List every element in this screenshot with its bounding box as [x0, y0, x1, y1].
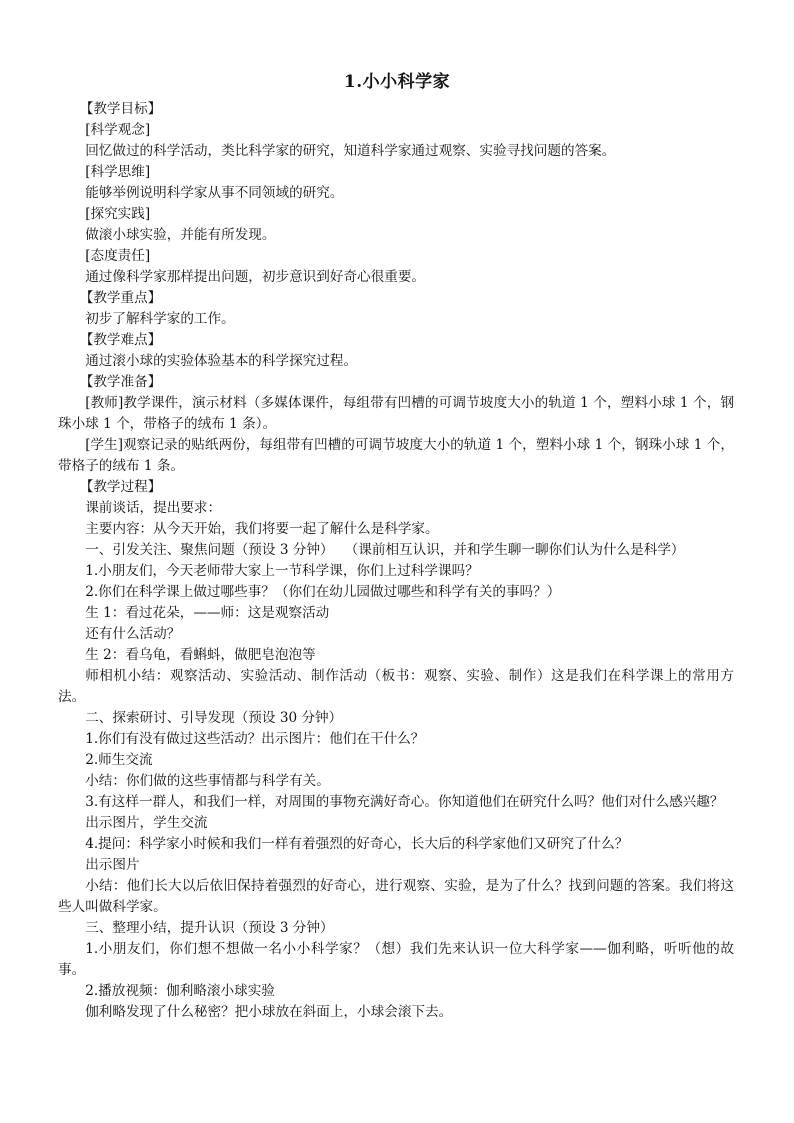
document-body	[58, 99, 734, 1023]
paragraph: 1.小朋友们，今天老师带大家上一节科学课，你们上过科学课吗？	[85, 563, 479, 579]
paragraph: 小结：他们长大以后依旧保持着强烈的好奇心，进行观察、实验，是为了什么？找到问题的答案。我们将这些人叫做科学家。	[58, 878, 734, 915]
paragraph: 1.你们有没有做过这些活动？出示图片：他们在干什么？	[85, 731, 425, 747]
subheading-science-thinking: [科学思维]	[85, 164, 151, 180]
subheading-science-concept: [科学观念]	[85, 122, 151, 138]
paragraph: 通过像科学家那样提出问题，初步意识到好奇心很重要。	[85, 269, 426, 285]
paragraph: 二、探索研讨、引导发现（预设 30 分钟）	[85, 710, 343, 726]
section-heading-objectives: 【教学目标】	[79, 101, 162, 117]
paragraph: 还有什么活动？	[85, 626, 181, 642]
paragraph: 2.师生交流	[85, 752, 153, 768]
paragraph: 4.提问：科学家小时候和我们一样有着强烈的好奇心，长大后的科学家他们又研究了什么？	[85, 836, 629, 852]
paragraph: 生 1：看过花朵，——师：这是观察活动	[85, 605, 330, 621]
paragraph: 初步了解科学家的工作。	[85, 311, 235, 327]
paragraph: 通过滚小球的实验体验基本的科学探究过程。	[85, 353, 358, 369]
paragraph: [教师]教学课件，演示材料（多媒体课件，每组带有凹槽的可调节坡度大小的轨道 1 个，塑料小球 1 个，钢珠小球 1 个，带格子的绒布 1 条）。	[58, 395, 734, 432]
section-heading-difficulties: 【教学难点】	[79, 332, 162, 348]
section-heading-preparation: 【教学准备】	[79, 374, 162, 390]
paragraph: 三、整理小结，提升认识（预设 3 分钟）	[85, 920, 334, 936]
paragraph: 小结：你们做的这些事情都与科学有关。	[85, 773, 330, 789]
section-heading-key-points: 【教学重点】	[79, 290, 162, 306]
paragraph: 出示图片，学生交流	[85, 815, 208, 831]
paragraph: 师相机小结：观察活动、实验活动、制作活动（板书：观察、实验、制作）这是我们在科学课上的常用方法。	[58, 668, 734, 705]
paragraph: 能够举例说明科学家从事不同领域的研究。	[85, 185, 344, 201]
subheading-inquiry-practice: [探究实践]	[85, 206, 151, 222]
paragraph: [学生]观察记录的贴纸两份，每组带有凹槽的可调节坡度大小的轨道 1 个，塑料小球 1 个，钢珠小球 1 个，带格子的绒布 1 条。	[58, 437, 734, 474]
page-title: 1.小小科学家	[343, 72, 451, 92]
paragraph: 2.播放视频：伽利略滚小球实验	[85, 983, 275, 999]
paragraph: 出示图片	[85, 857, 140, 873]
subheading-attitude: [态度责任]	[85, 248, 151, 264]
paragraph: 主要内容：从今天开始，我们将要一起了解什么是科学家。	[85, 521, 439, 537]
paragraph: 回忆做过的科学活动，类比科学家的研究，知道科学家通过观察、实验寻找问题的答案。	[85, 143, 616, 159]
paragraph: 课前谈话，提出要求：	[85, 500, 222, 516]
paragraph: 1.小朋友们，你们想不想做一名小小科学家？（想）我们先来认识一位大科学家——伽利略，听听他的故事。	[58, 941, 734, 978]
paragraph: 生 2：看乌龟，看蝌蚪，做肥皂泡泡等	[85, 647, 316, 663]
paragraph: 伽利略发现了什么秘密？把小球放在斜面上，小球会滚下去。	[85, 1004, 453, 1020]
paragraph: 一、引发关注、聚焦问题（预设 3 分钟） （课前相互认识，并和学生聊一聊你们认为什么是科学）	[85, 542, 685, 558]
paragraph: 做滚小球实验，并能有所发现。	[85, 227, 276, 243]
section-heading-process: 【教学过程】	[79, 479, 162, 495]
paragraph: 3.有这样一群人，和我们一样，对周围的事物充满好奇心。你知道他们在研究什么吗？他们对什么感兴趣？	[85, 794, 724, 810]
paragraph: 2.你们在科学课上做过哪些事？（你们在幼儿园做过哪些和科学有关的事吗？）	[85, 584, 561, 600]
